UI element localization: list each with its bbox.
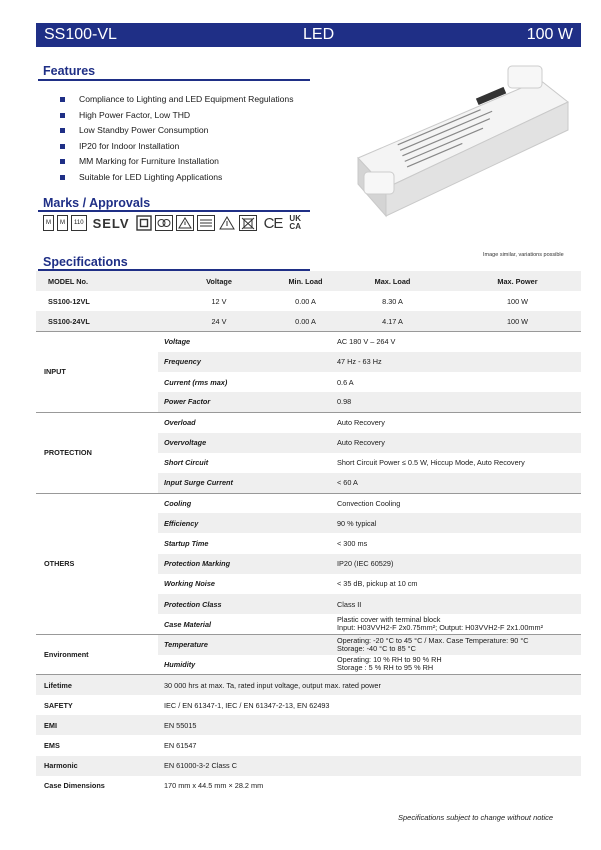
specifications-table: [36, 271, 581, 796]
table-row: SS100-12VL 12 V 0.00 A 8.30 A 100 W: [48, 296, 529, 306]
feature-item: High Power Factor, Low THD: [60, 108, 294, 124]
feature-item: Compliance to Lighting and LED Equipment Regulations: [60, 92, 294, 108]
class-ii-icon: [136, 215, 152, 231]
table-row: OTHERS Cooling Convection Cooling: [36, 493, 581, 513]
table-row: Case Dimensions 170 mm x 44.5 mm × 28.2 mm: [44, 781, 264, 791]
specs-heading: Specifications: [43, 255, 128, 269]
independent-mark-icon: [197, 215, 215, 231]
table-row: Input Surge Current < 60 A: [36, 473, 581, 493]
table-row: SAFETY IEC / EN 61347-1, IEC / EN 61347-2-13, EN 62493: [44, 700, 330, 710]
table-row: Humidity Operating: 10 % RH to 90 % RH Storage : 5 % RH to 95 % RH: [164, 655, 442, 673]
product-image: [340, 60, 580, 225]
table-header-row: [36, 271, 581, 291]
table-row: Case Material Plastic cover with terminal block Input: H03VVH2-F 2x0.75mm²; Output: H03VVH2-F 2x1.00mm²: [164, 615, 544, 633]
bullet-icon: [60, 113, 65, 118]
table-row: Environment Temperature Operating: -20 °C to 45 °C / Max. Case Temperature: 90 °C Storage: -40 °C to 85 °C: [36, 634, 581, 654]
transformer-icon: [155, 215, 173, 231]
table-row: SS100-24VL 24 V 0.00 A 4.17 A 100 W: [36, 311, 581, 331]
table-row: Overvoltage Auto Recovery: [36, 433, 581, 453]
mm-mark-icon: M: [43, 215, 54, 231]
bullet-icon: [60, 175, 65, 180]
column-header: Max. Load: [331, 271, 454, 291]
table-row: Power Factor 0.98: [36, 392, 581, 412]
column-header: Max. Power: [454, 271, 581, 291]
temperature-mark-icon: 110: [71, 215, 87, 231]
table-row: INPUT Voltage AC 180 V – 264 V: [36, 332, 581, 352]
table-row: EMS EN 61547: [44, 740, 197, 750]
footer-note: Specifications subject to change without notice: [398, 813, 554, 822]
features-list: [60, 92, 294, 185]
weee-icon: [239, 215, 257, 231]
group-label: PROTECTION: [36, 412, 158, 493]
features-heading: Features: [43, 64, 96, 78]
column-header: Voltage: [158, 271, 280, 291]
image-note: Image similar, variations possible: [483, 252, 564, 258]
group-label: INPUT: [36, 332, 158, 413]
table-row: Startup Time < 300 ms: [164, 539, 368, 549]
category-title: LED: [303, 26, 335, 43]
selv-mark: SELV: [92, 215, 130, 231]
bullet-icon: [60, 144, 65, 149]
table-row: Harmonic EN 61000-3-2 Class C: [36, 756, 581, 776]
table-row: Frequency 47 Hz - 63 Hz: [36, 352, 581, 372]
bullet-icon: [60, 97, 65, 102]
table-row: Efficiency 90 % typical: [36, 513, 581, 533]
power-title: 100 W: [526, 26, 573, 43]
table-row: Lifetime 30 000 hrs at max. Ta, rated input voltage, output max. rated power: [36, 675, 581, 695]
column-header: Min. Load: [280, 271, 331, 291]
table-row: Current (rms max) 0.6 A: [164, 377, 354, 387]
temperature-warning-icon: [218, 215, 236, 231]
header-bar: [36, 23, 581, 47]
mm-mark-icon: M: [57, 215, 68, 231]
table-row: PROTECTION Overload Auto Recovery: [36, 412, 581, 432]
table-row: EMI EN 55015: [36, 715, 581, 735]
ukca-mark: UK CA: [289, 214, 301, 231]
feature-item: Low Standby Power Consumption: [60, 123, 294, 139]
group-label: OTHERS: [36, 493, 158, 634]
feature-item: MM Marking for Furniture Installation: [60, 154, 294, 170]
feature-item: Suitable for LED Lighting Applications: [60, 170, 294, 186]
bullet-icon: [60, 128, 65, 133]
column-header: MODEL No.: [36, 271, 158, 291]
model-title: SS100-VL: [44, 26, 117, 43]
table-row: Working Noise < 35 dB, pickup at 10 cm: [164, 579, 418, 589]
marks-divider: [38, 210, 310, 212]
group-label: Environment: [36, 634, 158, 674]
table-row: Protection Class Class II: [36, 594, 581, 614]
warning-triangle-icon: [176, 215, 194, 231]
marks-row: [43, 213, 301, 233]
marks-heading: Marks / Approvals: [43, 196, 151, 210]
ce-mark: CE: [263, 214, 283, 232]
bullet-icon: [60, 159, 65, 164]
table-row: Short Circuit Short Circuit Power ≤ 0.5 W, Hiccup Mode, Auto Recovery: [164, 458, 525, 468]
table-row: Protection Marking IP20 (IEC 60529): [36, 554, 581, 574]
feature-item: IP20 for Indoor Installation: [60, 139, 294, 155]
features-divider: [38, 79, 310, 81]
